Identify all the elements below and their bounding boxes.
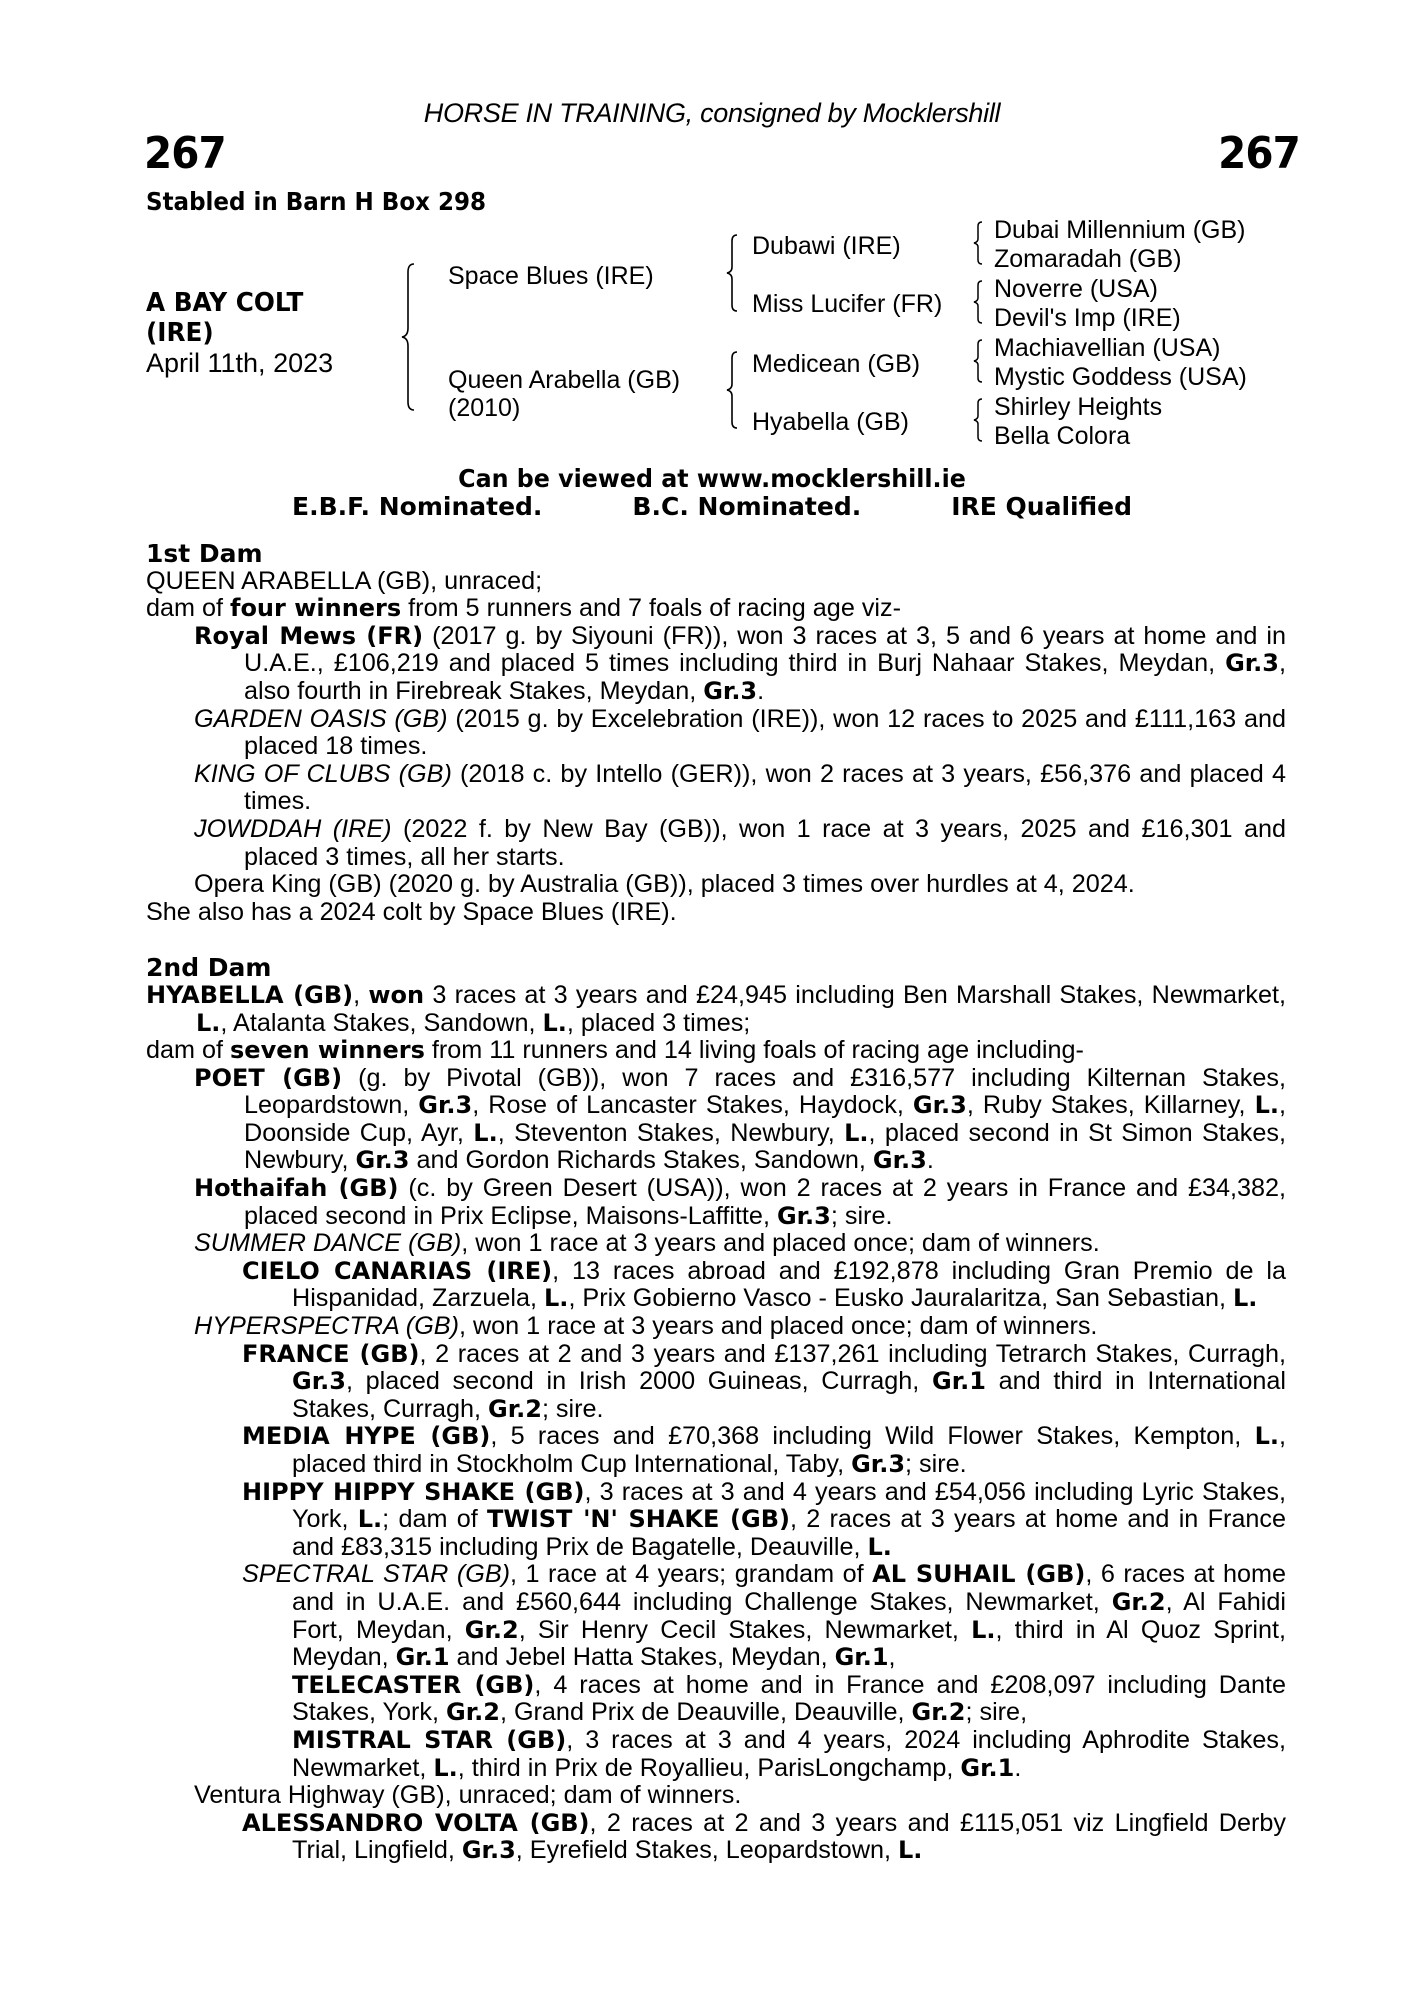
pedigree-g3-ancestor: Shirley Heights: [994, 393, 1163, 421]
text-run: from 11 runners and 14 living foals of racing age including-: [424, 1036, 1084, 1065]
pedigree-g3-ancestor: Noverre (USA): [994, 275, 1158, 303]
bold-text: MISTRAL STAR (GB): [292, 1725, 567, 1754]
family-entry: [146, 899, 1286, 927]
pedigree-g3-ancestor: Devil's Imp (IRE): [994, 304, 1181, 332]
bold-text: Gr.3: [872, 1146, 927, 1175]
text-run: , Atalanta Stakes, Sandown,: [220, 1008, 543, 1037]
text-run: ; sire.: [905, 1450, 967, 1478]
bold-text: TELECASTER (GB): [292, 1670, 535, 1699]
family-entry: [146, 1727, 1286, 1782]
family-entry: [146, 871, 1286, 899]
bold-text: Royal Mews (FR): [194, 621, 424, 650]
bold-text: L.: [473, 1118, 498, 1147]
pedigree-brace-icon: [725, 233, 739, 313]
family-entry: [146, 1230, 1286, 1258]
bold-text: MEDIA HYPE (GB): [242, 1422, 491, 1451]
text-run: , 1 race at 4 years; grandam of: [510, 1560, 873, 1589]
text-run: and third in International Stakes, Curragh,: [292, 1367, 1287, 1423]
text-run: .: [1014, 1753, 1022, 1782]
bold-text: L.: [357, 1505, 383, 1534]
nominations-row: [0, 492, 1424, 521]
bold-text: Gr.3: [292, 1367, 346, 1396]
text-run: , 2 races at 2 and 3 years and £137,261 including Tetrarch Stakes, Curragh,: [419, 1339, 1286, 1368]
text-run: , 2 races at 3 years at home and in France and £83,315 including Prix de Bagatelle, Deauville,: [292, 1505, 1286, 1561]
bold-text: L.: [542, 1008, 567, 1037]
section-heading: 2nd Dam: [146, 953, 272, 983]
pedigree-dam: Queen Arabella (GB): [448, 366, 681, 394]
section-heading: 1st Dam: [146, 539, 263, 568]
italic-text: HYPERSPECTRA (GB): [194, 1312, 459, 1341]
pedigree-brace-icon: [972, 220, 984, 266]
text-run: and Jebel Hatta Stakes, Meydan,: [449, 1643, 835, 1672]
family-entry: [146, 816, 1286, 871]
bold-text: Gr.1: [960, 1753, 1015, 1782]
horse-name-line1: A BAY COLT: [146, 288, 304, 318]
bold-text: Gr.2: [464, 1615, 519, 1644]
bold-text: HIPPY HIPPY SHAKE (GB): [242, 1477, 585, 1506]
bold-text: FRANCE (GB): [242, 1339, 420, 1368]
consignor-line: HORSE IN TRAINING, consigned by Mocklershill: [423, 98, 1001, 128]
text-run: , placed third in Stockholm Cup International, Taby,: [292, 1422, 1286, 1478]
bc-nomination: B.C. Nominated.: [632, 492, 862, 521]
text-run: , 3 races at 3 and 4 years, 2024 including Aphrodite Stakes, Newmarket,: [292, 1725, 1286, 1782]
text-run: ; sire.: [541, 1394, 604, 1423]
text-run: , won 1 race at 3 years and placed once; dam of winners.: [461, 1229, 1100, 1258]
family-entry: [146, 568, 1286, 596]
bold-text: L.: [898, 1836, 923, 1865]
stabling-info: Stabled in Barn H Box 298: [146, 187, 486, 216]
text-run: Ventura Highway (GB), unraced; dam of winners.: [194, 1781, 742, 1810]
bold-text: Hothaifah (GB): [194, 1174, 399, 1203]
text-run: , Rose of Lancaster Stakes, Haydock,: [472, 1091, 913, 1120]
bold-text: Gr.1: [932, 1367, 986, 1396]
text-run: , Ruby Stakes, Killarney,: [966, 1091, 1255, 1120]
text-run: ; dam of: [382, 1505, 487, 1534]
text-run: , placed second in Irish 2000 Guineas, Curragh,: [345, 1367, 933, 1396]
italic-text: SPECTRAL STAR (GB): [242, 1560, 511, 1589]
bold-text: AL SUHAIL (GB): [872, 1560, 1086, 1589]
pedigree-g3-ancestor: Dubai Millennium (GB): [994, 216, 1246, 244]
family-entry: [146, 1037, 1286, 1065]
ire-qualified: IRE Qualified: [951, 492, 1132, 521]
text-run: (2015 g. by Excelebration (IRE)), won 12 races to 2025 and £111,163 and placed 18 times.: [244, 704, 1286, 761]
bold-text: Gr.3: [418, 1091, 473, 1120]
text-run: , won 1 race at 3 years and placed once; dam of winners.: [458, 1312, 1098, 1341]
section-spacer: [146, 926, 1286, 954]
bold-text: Gr.2: [488, 1394, 542, 1423]
text-run: , Steventon Stakes, Newbury,: [497, 1118, 845, 1147]
text-run: ; sire,: [965, 1698, 1028, 1727]
family-entry: [146, 1810, 1286, 1865]
family-entry: [146, 1175, 1286, 1230]
bold-text: ALESSANDRO VOLTA (GB): [242, 1808, 590, 1837]
text-run: , Doonside Cup, Ayr,: [244, 1091, 1286, 1147]
viewing-notice: Can be viewed at www.mocklershill.ie: [458, 464, 966, 493]
italic-text: JOWDDAH (IRE): [194, 814, 392, 843]
catalogue-family-text: [146, 540, 1286, 1865]
pedigree-dam-sire: Medicean (GB): [752, 350, 921, 378]
bold-text: TWIST 'N' SHAKE (GB): [487, 1505, 790, 1534]
family-entry: [146, 982, 1286, 1037]
bold-text: Gr.3: [912, 1091, 967, 1120]
text-run: .: [926, 1146, 934, 1175]
family-entry: [146, 1782, 1286, 1810]
text-run: , 4 races at home and in France and £208,097 including Dante Stakes, York,: [292, 1670, 1286, 1727]
pedigree-dam-year: (2010): [448, 394, 521, 422]
family-entry: [146, 1561, 1286, 1671]
pedigree-sire: Space Blues (IRE): [448, 262, 654, 290]
text-run: (2018 c. by Intello (GER)), won 2 races at 3 years, £56,376 and placed 4 times.: [244, 759, 1287, 816]
text-run: from 5 runners and 7 foals of racing age viz-: [401, 594, 901, 623]
bold-text: Gr.3: [851, 1450, 906, 1478]
italic-text: GARDEN OASIS (GB): [194, 704, 448, 733]
text-run: (2017 g. by Siyouni (FR)), won 3 races at 3, 5 and 6 years at home and in U.A.E., £106,219 and placed 5 times including third in Burj Nahaar Stakes, Meydan,: [244, 621, 1286, 678]
bold-text: Gr.2: [1111, 1587, 1166, 1616]
bold-text: HYABELLA (GB): [146, 980, 354, 1009]
pedigree-g3-ancestor: Zomaradah (GB): [994, 245, 1182, 273]
family-entry: [146, 1423, 1286, 1478]
text-run: , third in Prix de Royallieu, ParisLongchamp,: [457, 1753, 961, 1782]
family-entry: [146, 1479, 1286, 1562]
text-run: dam of: [146, 1036, 230, 1065]
bold-text: L.: [867, 1532, 892, 1561]
pedigree-brace-icon: [400, 262, 416, 412]
text-run: , Al Fahidi Fort, Meydan,: [292, 1587, 1287, 1644]
pedigree-dam-dam: Hyabella (GB): [752, 408, 909, 436]
text-run: and Gordon Richards Stakes, Sandown,: [409, 1146, 873, 1175]
bold-text: L.: [433, 1753, 458, 1782]
italic-text: SUMMER DANCE (GB): [194, 1229, 462, 1258]
text-run: Opera King (GB) (2020 g. by Australia (GB)), placed 3 times over hurdles at 4, 2024.: [194, 870, 1135, 899]
pedigree-g3-ancestor: Machiavellian (USA): [994, 334, 1221, 362]
text-run: , Prix Gobierno Vasco - Eusko Jauralaritza, San Sebastian,: [568, 1284, 1233, 1313]
text-run: , Eyrefield Stakes, Leopardstown,: [515, 1836, 899, 1865]
pedigree-g3-ancestor: Mystic Goddess (USA): [994, 363, 1247, 391]
text-run: 3 races at 3 years and £24,945 including Ben Marshall Stakes, Newmarket,: [424, 980, 1287, 1009]
text-run: (2022 f. by New Bay (GB)), won 1 race at 3 years, 2025 and £16,301 and placed 3 times, all her starts.: [244, 814, 1286, 871]
text-run: , 3 races at 3 and 4 years and £54,056 including Lyric Stakes, York,: [292, 1477, 1286, 1534]
horse-name-line2: (IRE): [146, 318, 214, 348]
text-run: , placed 3 times;: [566, 1008, 751, 1037]
text-run: , 2 races at 2 and 3 years and £115,051 viz Lingfield Derby Trial, Lingfield,: [292, 1808, 1286, 1865]
pedigree-brace-icon: [725, 350, 739, 430]
bold-text: Gr.2: [911, 1698, 966, 1727]
lot-number-left: 267: [144, 128, 226, 179]
pedigree-g3-ancestor: Bella Colora: [994, 422, 1131, 450]
family-entry: [146, 706, 1286, 761]
family-entry: [146, 1065, 1286, 1175]
bold-text: seven winners: [230, 1036, 425, 1065]
bold-text: Gr.3: [355, 1146, 410, 1175]
bold-text: Gr.1: [395, 1643, 450, 1672]
text-run: , also fourth in Firebreak Stakes, Meydan,: [244, 649, 1286, 705]
text-run: , 13 races abroad and £192,878 including Gran Premio de la Hispanidad, Zarzuela,: [292, 1256, 1286, 1313]
bold-text: L.: [1232, 1284, 1258, 1313]
bold-text: won: [368, 980, 425, 1009]
bold-text: L.: [1254, 1422, 1279, 1451]
bold-text: Gr.3: [1225, 649, 1279, 678]
bold-text: L.: [1254, 1091, 1279, 1120]
text-run: , Grand Prix de Deauville, Deauville,: [499, 1698, 912, 1727]
bold-text: four winners: [230, 594, 402, 623]
ebf-nomination: E.B.F. Nominated.: [292, 492, 543, 521]
bold-text: Gr.2: [446, 1698, 500, 1727]
text-run: ; sire.: [830, 1201, 893, 1230]
text-run: dam of: [146, 594, 230, 623]
pedigree-brace-icon: [972, 279, 984, 325]
bold-text: L.: [544, 1284, 569, 1313]
italic-text: KING OF CLUBS (GB): [194, 759, 452, 788]
lot-number-right: 267: [1218, 128, 1300, 179]
bold-text: CIELO CANARIAS (IRE): [242, 1256, 553, 1285]
pedigree-brace-icon: [972, 338, 984, 384]
text-run: ,: [888, 1643, 896, 1672]
text-run: , third in Al Quoz Sprint, Meydan,: [292, 1615, 1286, 1672]
text-run: , placed second in St Simon Stakes, Newbury,: [244, 1118, 1286, 1175]
text-run: (g. by Pivotal (GB)), won 7 races and £316,577 including Kilternan Stakes, Leopardstown,: [244, 1063, 1286, 1120]
pedigree-sire-sire: Dubawi (IRE): [752, 232, 901, 260]
family-entry: [146, 1313, 1286, 1341]
family-entry: [146, 1672, 1286, 1727]
text-run: , 6 races at home and in U.A.E. and £560,644 including Challenge Stakes, Newmarket,: [292, 1560, 1286, 1616]
family-entry: [146, 1341, 1286, 1424]
bold-text: L.: [844, 1118, 869, 1147]
text-run: , 5 races and £70,368 including Wild Flower Stakes, Kempton,: [490, 1422, 1255, 1451]
bold-text: Gr.3: [461, 1836, 516, 1865]
bold-text: Gr.3: [776, 1201, 831, 1230]
text-run: QUEEN ARABELLA (GB), unraced;: [146, 566, 543, 595]
text-run: (c. by Green Desert (USA)), won 2 races at 2 years in France and £34,382, placed second in Prix Eclipse, Maisons-Laffitte,: [244, 1174, 1287, 1230]
pedigree-brace-icon: [972, 397, 984, 443]
horse-identity: [146, 288, 333, 378]
pedigree-sire-dam: Miss Lucifer (FR): [752, 290, 943, 318]
text-run: She also has a 2024 colt by Space Blues (IRE).: [146, 897, 677, 926]
family-entry: [146, 623, 1286, 706]
bold-text: L.: [971, 1615, 996, 1644]
text-run: .: [757, 676, 765, 705]
text-run: , Sir Henry Cecil Stakes, Newmarket,: [518, 1615, 972, 1644]
bold-text: L.: [196, 1008, 221, 1037]
bold-text: Gr.1: [834, 1643, 889, 1672]
text-run: ,: [353, 980, 369, 1009]
family-entry: [146, 1258, 1286, 1313]
bold-text: Gr.3: [703, 676, 758, 705]
foaling-date: April 11th, 2023: [146, 348, 334, 378]
family-entry: [146, 595, 1286, 623]
family-entry: [146, 761, 1286, 816]
bold-text: POET (GB): [194, 1063, 343, 1092]
